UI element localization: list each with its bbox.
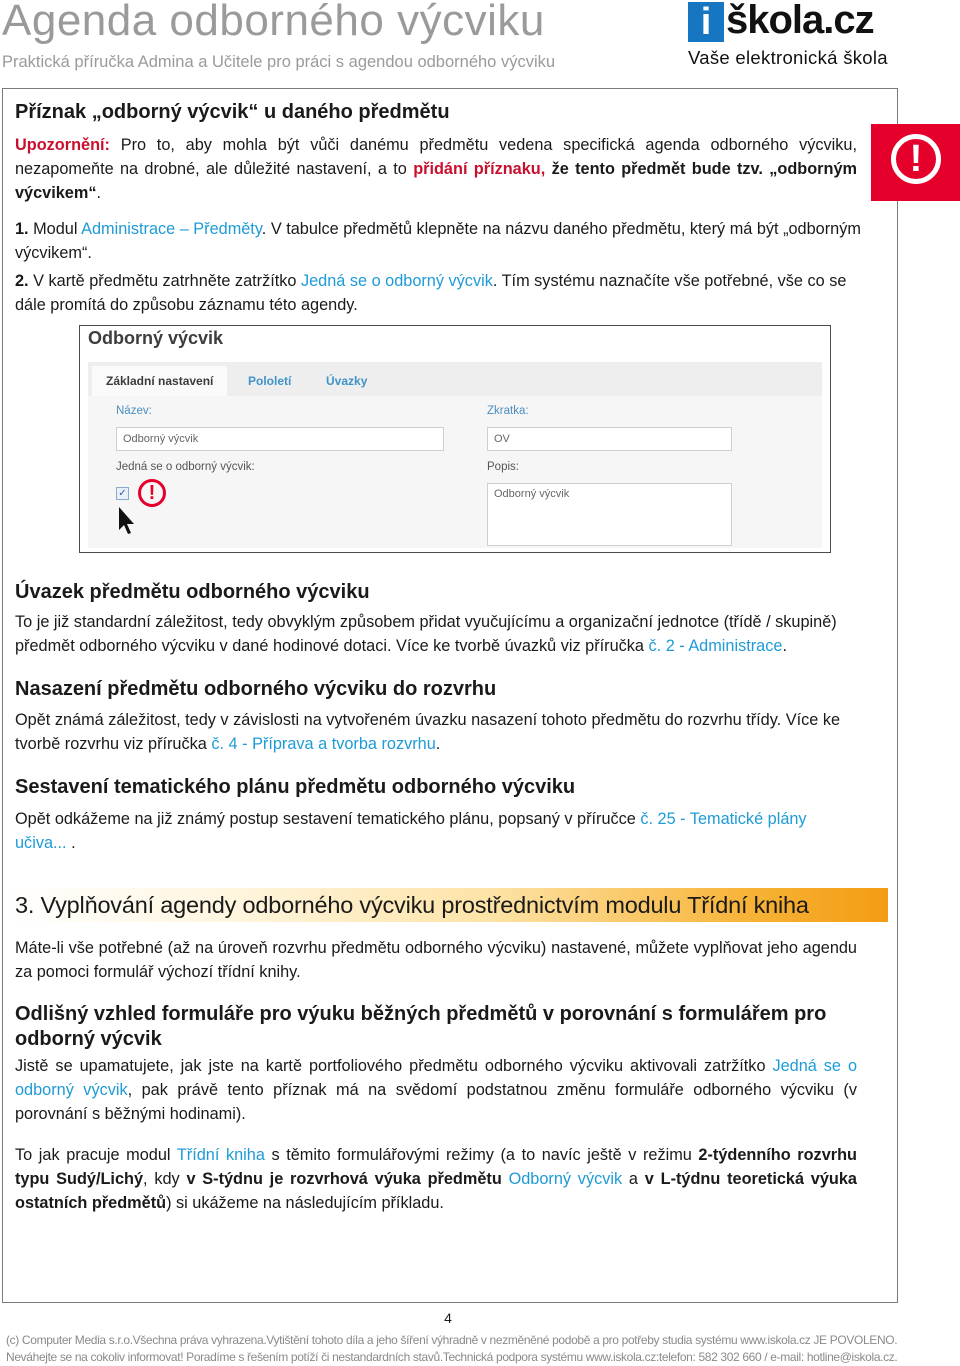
logo-tagline: Vaše elektronická škola bbox=[688, 47, 888, 68]
alert-banner bbox=[871, 124, 960, 201]
document-subtitle: Praktická příručka Admina a Učitele pro práci s agendou odborného výcviku bbox=[2, 53, 556, 71]
embedded-screenshot bbox=[79, 325, 831, 553]
link-jedna-se-o-odborny-vycvik[interactable]: Jedná se o odborný výcvik bbox=[300, 272, 493, 290]
link-administrace-predmety[interactable]: Administrace – Předměty bbox=[81, 220, 262, 238]
warning-text-1: Pro to, aby mohla být vůči danému předmětu vedena specifická agenda odborného výcviku, nezapomeňte na drobné, ale důležité nastavení, a to bbox=[15, 136, 857, 178]
warning-bold-1: přidání příznaku, bbox=[413, 160, 546, 178]
tema-paragraph bbox=[15, 807, 857, 855]
link-prirucka-2[interactable]: č. 2 - Administrace bbox=[648, 637, 783, 655]
vzhled-p2-text-a: To jak pracuje modul bbox=[15, 1146, 177, 1164]
vzhled-p2-bold-1: 2-týdenního rozvrhu typu Sudý/Lichý bbox=[15, 1146, 857, 1188]
vzhled-p2-text-f: ) si ukážeme na následujícím příkladu. bbox=[166, 1194, 444, 1212]
nasazeni-text: Opět známá záležitost, tedy v závislosti na vytvořeném úvazku nasazení tohoto předmětu do rozvrhu třídy. Více ke tvorbě rozvrhu viz příručka bbox=[15, 711, 841, 753]
section-3-banner bbox=[5, 888, 888, 922]
iskola-logo bbox=[688, 0, 903, 72]
vzhled-p2-bold-3: v L-týdnu teoretická výuka ostatních předmětů bbox=[15, 1170, 857, 1212]
tema-end: . bbox=[66, 834, 76, 852]
step-1-text-a: Modul bbox=[28, 220, 82, 238]
link-prirucka-4[interactable]: č. 4 - Příprava a tvorba rozvrhu bbox=[211, 735, 436, 753]
vzhled-p2-bold-2: v S-týdnu je rozvrhová výuka předmětu bbox=[186, 1170, 502, 1188]
mouse-pointer-icon bbox=[117, 506, 135, 536]
link-odborny-vycvik[interactable]: Odborný výcvik bbox=[508, 1170, 623, 1188]
warning-paragraph bbox=[15, 133, 857, 205]
nasazeni-end: . bbox=[435, 735, 441, 753]
tab-uvazky[interactable]: Úvazky bbox=[326, 374, 368, 388]
uvazek-end: . bbox=[782, 637, 787, 655]
vzhled-p1-text-a: Jistě se upamatujete, jak jste na kartě portfoliového předmětu odborného výcviku aktivovali zatržítko bbox=[15, 1057, 773, 1075]
link-jedna-se-o-odborny-vycvik[interactable]: Jedná se o odborný výcvik bbox=[15, 1057, 857, 1099]
step-1 bbox=[15, 217, 877, 265]
link-prirucka-25[interactable]: č. 25 - Tematické plány učiva... bbox=[15, 810, 807, 852]
tab-pololeti[interactable]: Pololetí bbox=[248, 374, 292, 388]
section-heading-uvazek bbox=[15, 580, 857, 605]
warning-label: Upozornění: bbox=[15, 136, 110, 154]
name-label: Název: bbox=[116, 405, 152, 417]
heading-text: Nasazení předmětu odborného výcviku do rozvrhu bbox=[15, 678, 497, 700]
name-input[interactable]: Odborný výcvik bbox=[116, 427, 444, 451]
logo-wordmark: škola.cz bbox=[726, 0, 874, 42]
exclamation-circle-icon: ! bbox=[891, 134, 941, 184]
desc-label: Popis: bbox=[487, 461, 519, 473]
screenshot-title: Odborný výcvik bbox=[88, 328, 224, 348]
uvazek-text: To je již standardní záležitost, tedy obvyklým způsobem přidat vyučujícímu a organizační jednotce (třídě / skupině) předmět odborného výcviku v dané hodinové dotaci. Více ke tvorbě úvazků viz příručka bbox=[15, 613, 837, 655]
footer-line-1: (c) Computer Media s.r.o.Všechna práva vyhrazena.Vytištění tohoto díla a jeho šíření výhradně v nezměněné podobě a pro potřeby studia systému www.iskola.cz JE POVOLENO. bbox=[6, 1333, 898, 1347]
vzhled-p2-text-d bbox=[502, 1170, 509, 1188]
section-3-text: Máte-li vše potřebné (až na úroveň rozvrhu předmětu odborného výcviku) nastavené, můžete vyplňovat jeho agendu za pomoci formulář výchozí třídní knihy. bbox=[15, 939, 857, 981]
desc-textarea[interactable]: Odborný výcvik bbox=[487, 483, 732, 546]
vzhled-p2-text-b: s těmito formulářovými režimy (a to navíc ještě v režimu bbox=[264, 1146, 699, 1164]
step-2 bbox=[15, 269, 877, 317]
heading-text: Sestavení tematického plánu předmětu odborného výcviku bbox=[15, 776, 576, 798]
tab-zakladni-nastaveni[interactable]: Základní nastavení bbox=[92, 366, 227, 396]
heading-text: Příznak „odborný výcvik“ u daného předmětu bbox=[15, 101, 450, 123]
warning-bold-2: že tento předmět bude tzv. „odborným výcvikem“ bbox=[15, 160, 857, 202]
short-input[interactable]: OV bbox=[487, 427, 732, 451]
vzhled-p1-text-b: , pak právě tento příznak má na svědomí podstatnou změnu formuláře odborného výcviku (v porovnání s běžnými hodinami). bbox=[15, 1081, 857, 1123]
section-heading-tema bbox=[15, 775, 857, 800]
footer-line-2: Neváhejte se na cokoliv informovat! Poradíme s řešením potíží či nestandardních stavů.Technická podpora systému www.iskola.cz:telefon: 582 302 660 / e-mail: hotline@iskola.cz. bbox=[6, 1350, 898, 1364]
vzhled-p2-text-e: a bbox=[622, 1170, 645, 1188]
section-heading-vzhled bbox=[15, 1002, 857, 1052]
logo-i-mark: i bbox=[688, 2, 724, 42]
step-1-number: 1. bbox=[15, 220, 29, 238]
section-3-paragraph bbox=[15, 936, 857, 984]
step-2-text-a: V kartě předmětu zatrhněte zatržítko bbox=[28, 272, 301, 290]
short-label: Zkratka: bbox=[487, 405, 529, 417]
heading-text: Odlišný vzhled formuláře pro výuku běžných předmětů v porovnání s formulářem pro odborný výcvik bbox=[15, 1003, 827, 1050]
page-number: 4 bbox=[444, 1310, 452, 1326]
link-tridni-kniha[interactable]: Třídní kniha bbox=[176, 1146, 265, 1164]
uvazek-paragraph bbox=[15, 610, 857, 658]
section-heading-priznak bbox=[15, 100, 857, 125]
document-title: Agenda odborného výcviku bbox=[2, 0, 545, 45]
nasazeni-paragraph bbox=[15, 708, 857, 756]
section-3-title: 3. Vyplňování agendy odborného výcviku prostřednictvím modulu Třídní kniha bbox=[15, 892, 809, 918]
footer bbox=[6, 1332, 956, 1366]
checkbox-label: Jedná se o odborný výcvik: bbox=[116, 461, 255, 473]
step-2-number: 2. bbox=[15, 272, 29, 290]
warning-text-2: . bbox=[96, 184, 102, 202]
vzhled-paragraph-2 bbox=[15, 1143, 857, 1215]
tema-text: Opět odkážeme na již známý postup sestavení tematického plánu, popsaný v příručce bbox=[15, 810, 641, 828]
odborny-vycvik-checkbox[interactable]: ✓ bbox=[116, 487, 129, 500]
step-2-text-b: . Tím systému naznačíte vše potřebné, vše co se dále promítá do způsobu záznamu této agendy. bbox=[15, 272, 847, 314]
step-1-text-b: . V tabulce předmětů klepněte na názvu daného předmětu, který má být „odborným výcvikem“. bbox=[15, 220, 861, 262]
heading-text: Úvazek předmětu odborného výcviku bbox=[15, 581, 370, 603]
section-heading-nasazeni bbox=[15, 677, 857, 702]
exclamation-circle-icon: ! bbox=[138, 479, 166, 507]
vzhled-paragraph-1 bbox=[15, 1054, 857, 1126]
vzhled-p2-text-c: , kdy bbox=[143, 1170, 187, 1188]
